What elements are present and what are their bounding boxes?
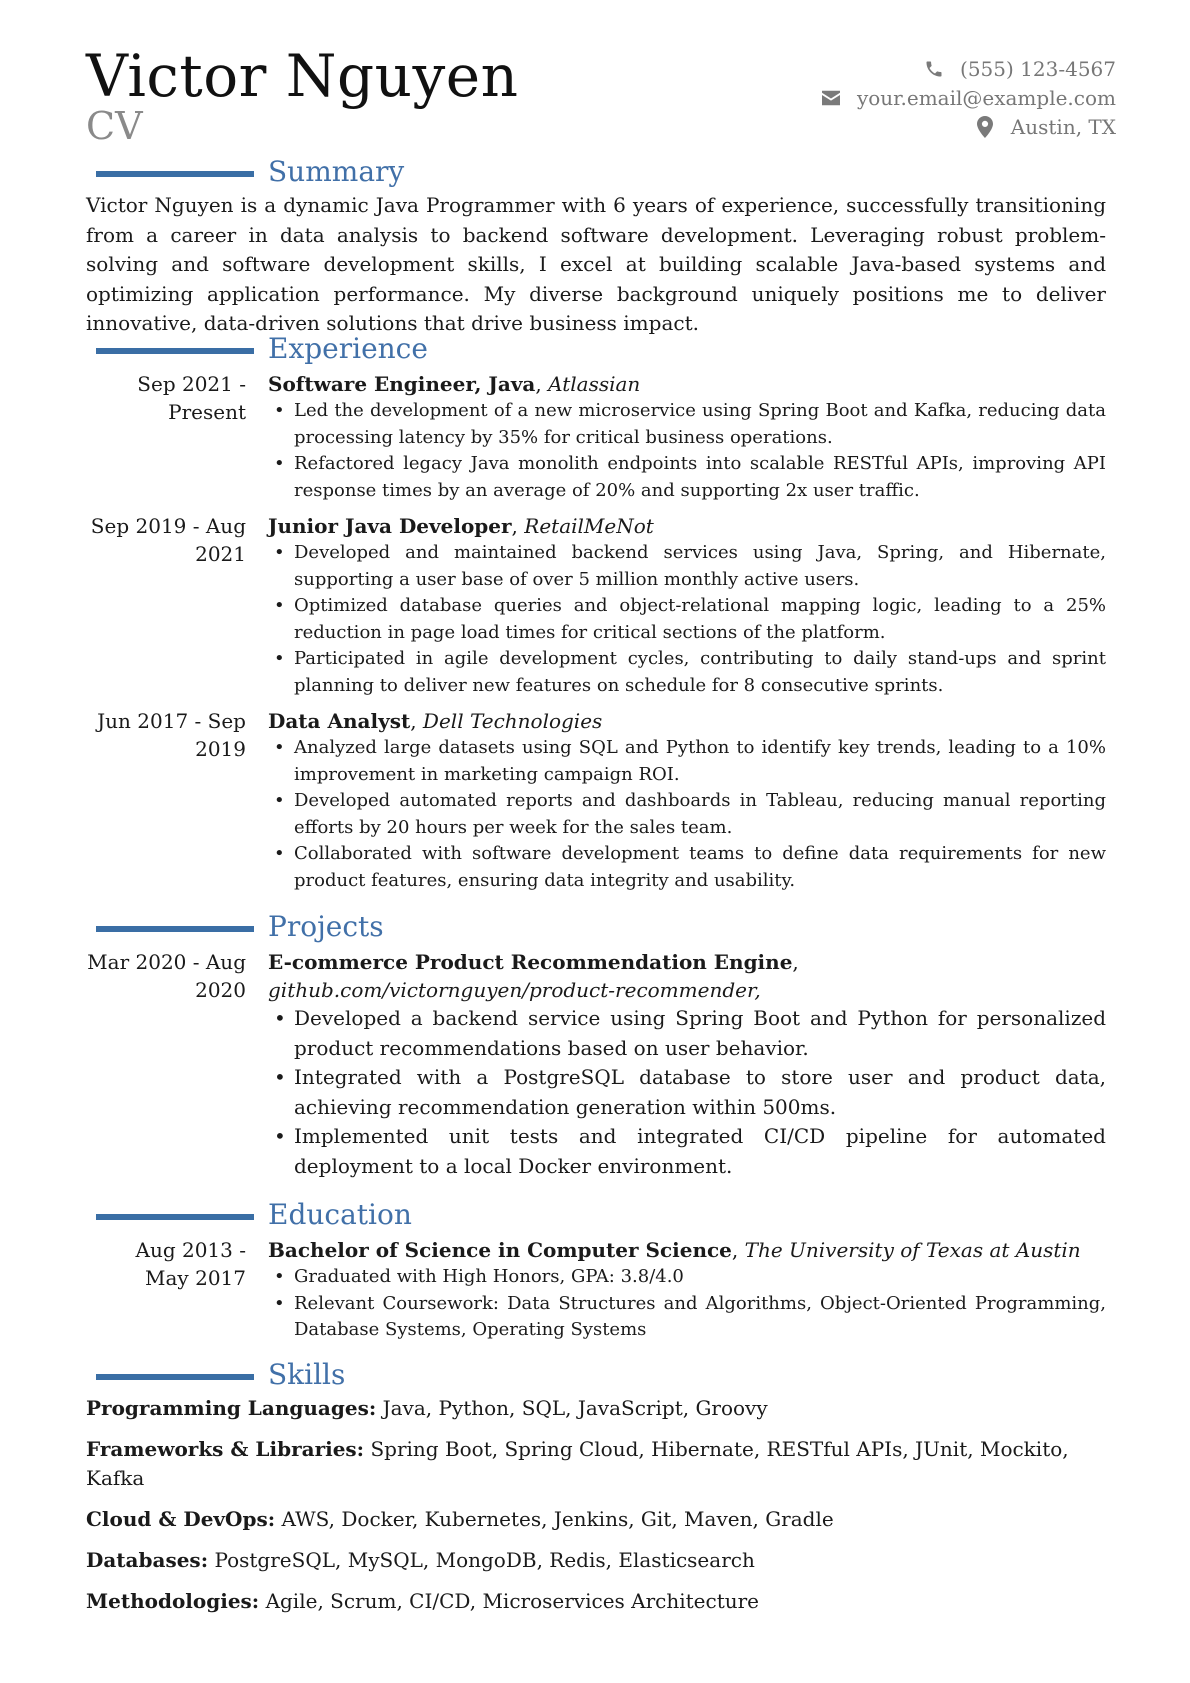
section-title: Skills [268, 1358, 346, 1391]
entry-org: The University of Texas at Austin [744, 1238, 1081, 1262]
project-link[interactable]: github.com/victornguyen/product-recommender, [268, 978, 761, 1002]
contact-location [819, 112, 1116, 141]
skill-label: Cloud & DevOps: [86, 1507, 276, 1531]
entry-role: E-commerce Product Recommendation Engine [268, 950, 793, 974]
entry-org: RetailMeNot [524, 514, 654, 538]
skill-row [86, 1546, 1106, 1575]
projects-section [86, 910, 1116, 1181]
skill-value: Java, Python, SQL, JavaScript, Groovy [382, 1396, 768, 1420]
skill-label: Frameworks & Libraries: [86, 1437, 365, 1461]
education-entry [86, 1236, 1116, 1344]
entry-body [268, 707, 1106, 894]
entry-body [268, 948, 1106, 1181]
entry-date: Jun 2017 - Sep 2019 [97, 709, 246, 761]
section-title: Experience [268, 332, 428, 365]
entry-heading: Bachelor of Science in Computer Science, The University of Texas at Austin [268, 1238, 1081, 1262]
experience-entry [86, 370, 1116, 504]
entry-org: Dell Technologies [422, 709, 603, 733]
entry-role: Bachelor of Science in Computer Science [268, 1238, 732, 1262]
section-title: Projects [268, 910, 384, 943]
entry-heading: Junior Java Developer, RetailMeNot [268, 514, 654, 538]
list-item: • Led the development of a new microservice using Spring Boot and Kafka, reducing data processing latency by 35% for critical business operations. [268, 398, 1106, 451]
entry-date: Mar 2020 - Aug 2020 [87, 950, 246, 1002]
list-item: • Developed and maintained backend services using Java, Spring, and Hibernate, supporting a user base of over 5 million monthly active users. [268, 540, 1106, 593]
section-title: Summary [268, 155, 405, 188]
entry-org: Atlassian [548, 372, 641, 396]
section-heading [86, 910, 1116, 944]
skill-value: PostgreSQL, MySQL, MongoDB, Redis, Elasticsearch [214, 1548, 755, 1572]
skill-row [86, 1435, 1106, 1493]
list-item: • Implemented unit tests and integrated CI/CD pipeline for automated deployment to a local Docker environment. [268, 1122, 1106, 1181]
resume-header [86, 44, 1116, 154]
entry-body [268, 512, 1106, 699]
experience-section [86, 332, 1116, 894]
entry-bullets [268, 540, 1106, 699]
education-section [86, 1198, 1116, 1344]
list-item: • Integrated with a PostgreSQL database to store user and product data, achieving recommendation generation within 500ms. [268, 1063, 1106, 1122]
email-address[interactable]: your.email@example.com [856, 85, 1116, 110]
list-item: • Collaborated with software development teams to define data requirements for new product features, ensuring data integrity and usability. [268, 841, 1106, 894]
candidate-name: Victor Nguyen [86, 42, 519, 110]
envelope-icon [819, 88, 843, 108]
entry-role: Junior Java Developer [268, 514, 512, 538]
skill-row [86, 1394, 1106, 1423]
summary-section [86, 155, 1116, 339]
list-item: • Developed automated reports and dashboards in Tableau, reducing manual reporting efforts by 20 hours per week for the sales team. [268, 788, 1106, 841]
skill-row [86, 1505, 1106, 1534]
experience-entry [86, 707, 1116, 894]
list-item: • Relevant Coursework: Data Structures and Algorithms, Object-Oriented Programming, Database Systems, Operating Systems [268, 1291, 1106, 1344]
section-title: Education [268, 1198, 412, 1231]
list-item: • Analyzed large datasets using SQL and Python to identify key trends, leading to a 10% improvement in marketing campaign ROI. [268, 735, 1106, 788]
entry-body [268, 370, 1106, 504]
contact-phone [819, 54, 1116, 83]
skill-row [86, 1587, 1106, 1616]
skill-label: Programming Languages: [86, 1396, 377, 1420]
list-item: • Graduated with High Honors, GPA: 3.8/4.0 [268, 1264, 1106, 1291]
entry-heading: Data Analyst, Dell Technologies [268, 709, 603, 733]
skills-list [86, 1394, 1116, 1616]
contact-block [819, 54, 1116, 141]
phone-number[interactable]: (555) 123-4567 [960, 56, 1116, 81]
entry-date: Sep 2021 - Present [137, 372, 246, 424]
project-entry [86, 948, 1116, 1181]
entry-date: Aug 2013 - May 2017 [135, 1238, 246, 1290]
section-accent-bar [96, 171, 254, 177]
section-heading [86, 332, 1116, 366]
skills-section [86, 1358, 1116, 1628]
skill-label: Databases: [86, 1548, 209, 1572]
list-item: • Participated in agile development cycles, contributing to daily stand-ups and sprint planning to deliver new features on schedule for 8 consecutive sprints. [268, 646, 1106, 699]
entry-role: Data Analyst [268, 709, 411, 733]
map-marker-icon [973, 117, 997, 137]
phone-icon [922, 59, 946, 79]
list-item: • Developed a backend service using Spring Boot and Python for personalized product recommendations based on user behavior. [268, 1004, 1106, 1063]
section-heading [86, 1198, 1116, 1232]
section-accent-bar [96, 926, 254, 932]
section-heading [86, 1358, 1116, 1392]
skill-label: Methodologies: [86, 1589, 260, 1613]
entry-bullets [268, 1264, 1106, 1344]
list-item: • Refactored legacy Java monolith endpoints into scalable RESTful APIs, improving API response times by an average of 20% and supporting 2x user traffic. [268, 451, 1106, 504]
entry-role: Software Engineer, Java [268, 372, 536, 396]
location-text: Austin, TX [1010, 114, 1116, 139]
section-accent-bar [96, 1214, 254, 1220]
list-item: • Optimized database queries and object-relational mapping logic, leading to a 25% reduction in page load times for critical sections of the platform. [268, 593, 1106, 646]
entry-body [268, 1236, 1106, 1344]
section-accent-bar [96, 1374, 254, 1380]
entry-bullets [268, 398, 1106, 504]
entry-bullets [268, 1004, 1106, 1181]
section-heading [86, 155, 1116, 189]
summary-text: Victor Nguyen is a dynamic Java Programmer with 6 years of experience, successfully transitioning from a career in data analysis to backend software development. Leveraging robust problem-solving and software development skills, I excel at building scalable Java-based systems and optimizing application performance. My diverse background uniquely positions me to deliver innovative, data-driven solutions that drive business impact. [86, 193, 1106, 336]
entry-heading: Software Engineer, Java, Atlassian [268, 372, 641, 396]
contact-email [819, 83, 1116, 112]
skill-value: Agile, Scrum, CI/CD, Microservices Architecture [265, 1589, 760, 1613]
experience-entry [86, 512, 1116, 699]
skill-value: Spring Boot, Spring Cloud, Hibernate, RESTful APIs, JUnit, Mockito, Kafka [86, 1437, 1069, 1490]
section-accent-bar [96, 348, 254, 354]
entry-bullets [268, 735, 1106, 894]
skill-value: AWS, Docker, Kubernetes, Jenkins, Git, Maven, Gradle [281, 1507, 834, 1531]
document-subtitle: CV [86, 104, 143, 148]
entry-date: Sep 2019 - Aug 2021 [90, 514, 246, 566]
entry-heading: E-commerce Product Recommendation Engine, github.com/victornguyen/product-recommender, [268, 950, 799, 1002]
